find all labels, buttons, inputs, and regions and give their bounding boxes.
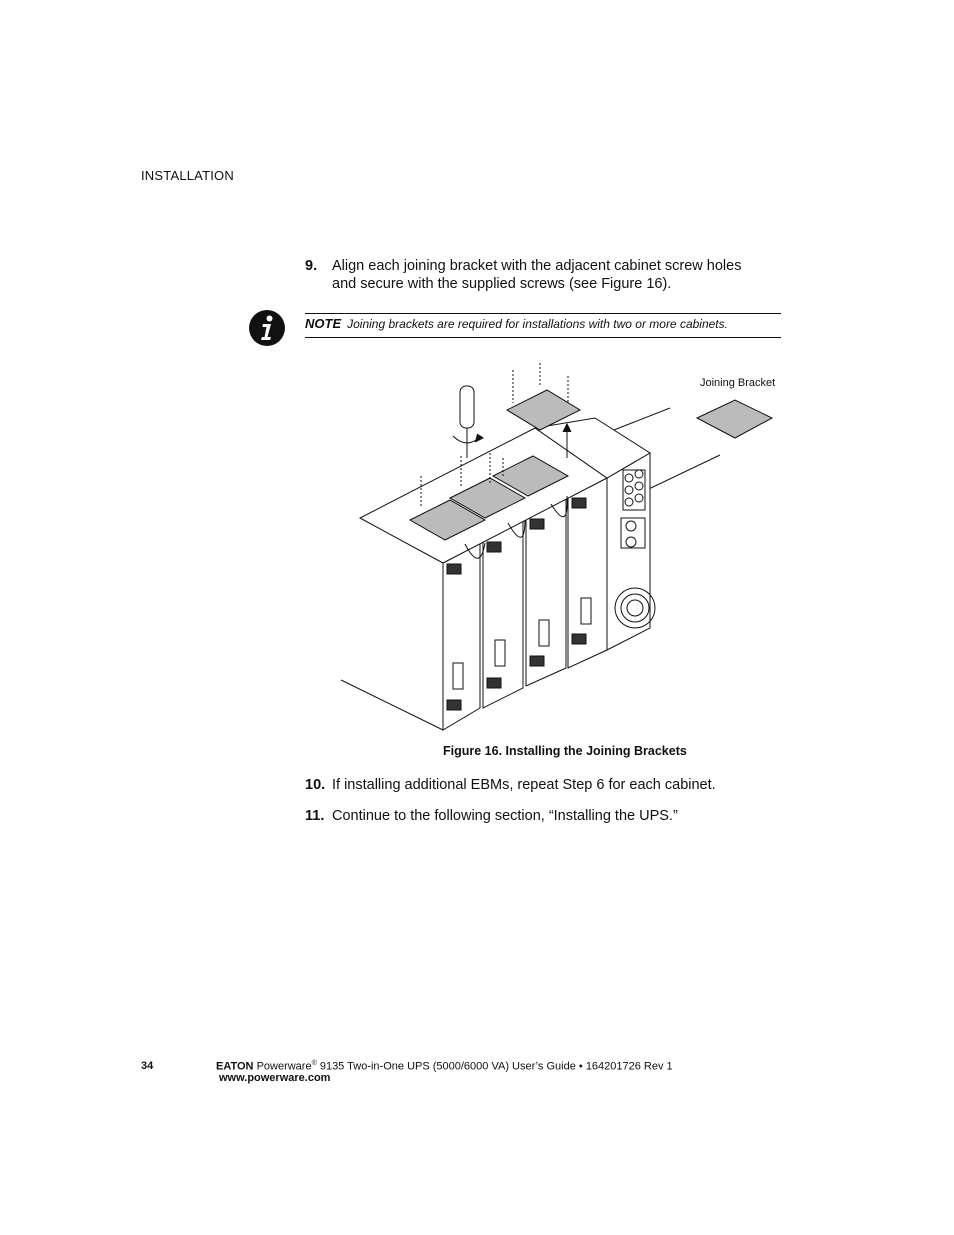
figure-joining-brackets	[335, 358, 780, 736]
note-label: NOTE	[305, 316, 342, 331]
section-header: INSTALLATION	[141, 168, 234, 183]
footer-description: 9135 Two-in-One UPS (5000/6000 VA) User’s Guide	[319, 1060, 576, 1073]
step-text-line-1: Align each joining bracket with the adjacent cabinet screw holes	[332, 258, 742, 274]
cabinet	[443, 543, 480, 730]
footer-doc-info	[216, 1060, 673, 1073]
note	[305, 316, 781, 331]
footer-bullet: •	[578, 1060, 583, 1073]
cabinet	[526, 499, 566, 686]
note-text: Joining brackets are required for installations with two or more cabinets.	[347, 317, 728, 331]
cabinet	[483, 521, 523, 708]
info-icon	[248, 309, 286, 347]
guide-line	[341, 680, 443, 730]
note-bottom-rule	[305, 337, 781, 338]
step-text-line-2: and secure with the supplied screws (see Figure 16).	[332, 276, 672, 292]
figure-callout-label: Joining Bracket	[700, 377, 776, 389]
footer-product: Powerware	[256, 1060, 312, 1073]
step-number: 9.	[305, 258, 318, 274]
step-number: 11.	[305, 808, 325, 824]
screwdriver-icon	[453, 386, 483, 458]
footer-brand: EATON	[216, 1060, 254, 1073]
figure-caption: Figure 16. Installing the Joining Brackets	[443, 744, 687, 758]
ups-cabinet	[607, 453, 655, 650]
callout-bracket	[697, 400, 772, 438]
cabinet	[568, 478, 607, 668]
step-number: 10.	[305, 777, 326, 793]
note-top-rule	[305, 313, 781, 314]
footer-doc-number: 164201726 Rev 1	[585, 1060, 673, 1073]
step-text: If installing additional EBMs, repeat Step 6 for each cabinet.	[332, 777, 716, 793]
step-text: Continue to the following section, “Installing the UPS.”	[332, 808, 678, 824]
registered-mark: ®	[311, 1060, 317, 1067]
page-number: 34	[141, 1060, 154, 1072]
footer-url: www.powerware.com	[219, 1072, 331, 1084]
